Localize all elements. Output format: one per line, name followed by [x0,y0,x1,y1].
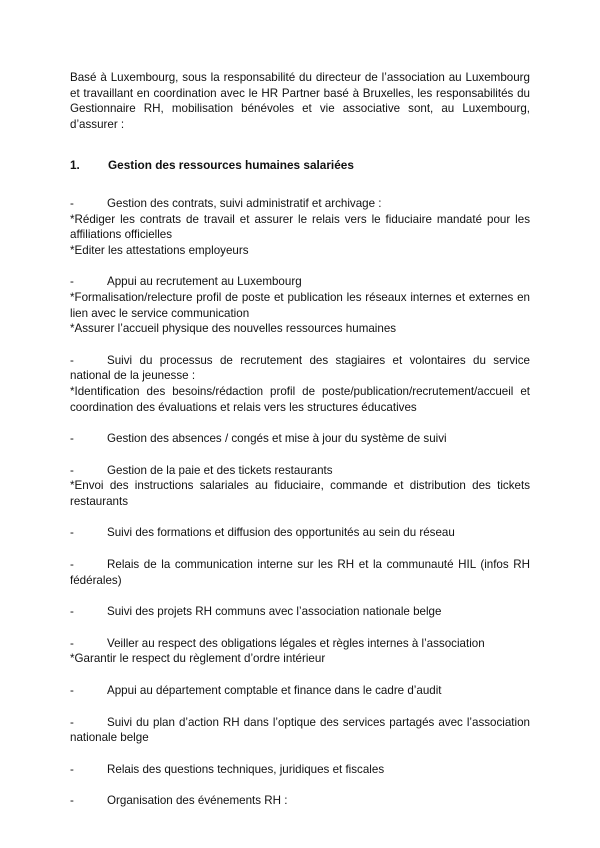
list-dash: - [70,715,74,729]
document-body [70,70,530,825]
section-title: Gestion des ressources humaines salariées [108,158,354,173]
list-item-text: Suivi des formations et diffusion des opportunités au sein du réseau [107,526,455,540]
list-subitem: *Assurer l’accueil physique des nouvelles ressources humaines [70,322,397,336]
section-number: 1. [70,158,80,173]
list-dash: - [70,463,74,477]
list-item [70,762,530,778]
list-subitem: *Identification des besoins/rédaction profil de poste/publication/recrutement/accueil et coordination des évaluations et relais vers les structures éducatives [70,384,530,414]
list-subitem: *Rédiger les contrats de travail et assurer le relais vers le fiduciaire mandaté pour les affiliations officielles [70,212,530,242]
list-item [70,353,530,415]
list-dash: - [70,636,74,650]
list-item-text: Appui au recrutement au Luxembourg [107,275,302,289]
list-item [70,525,530,541]
list-dash: - [70,762,74,776]
list-item [70,196,530,258]
list-item [70,715,530,746]
list-dash: - [70,684,74,698]
list-item-text: Suivi du processus de recrutement des stagiaires et volontaires du service national de la jeunesse : [70,353,530,383]
list-item-text: Gestion des contrats, suivi administratif et archivage : [107,196,382,210]
list-item-text: Appui au département comptable et finance dans le cadre d’audit [107,684,442,698]
section-heading [70,158,530,174]
list-item [70,636,530,667]
list-dash: - [70,353,74,367]
list-item [70,463,530,510]
list-item-text: Suivi des projets RH communs avec l’association nationale belge [107,605,442,619]
list-item-text: Relais des questions techniques, juridiques et fiscales [107,762,385,776]
list-subitem: *Garantir le respect du règlement d’ordre intérieur [70,652,326,666]
list-item [70,604,530,620]
list-item-text: Suivi du plan d’action RH dans l’optique des services partagés avec l’association nationale belge [70,715,530,745]
list-item-text: Veiller au respect des obligations légales et règles internes à l’association [107,636,485,650]
list-subitem: *Envoi des instructions salariales au fiduciaire, commande et distribution des tickets restaurants [70,479,530,508]
list-item-text: Gestion de la paie et des tickets restaurants [107,463,333,477]
list-item [70,274,530,336]
list-subitem: *Editer les attestations employeurs [70,243,249,257]
list-dash: - [70,526,74,540]
list-dash: - [70,794,74,808]
list-dash: - [70,605,74,619]
list-item [70,683,530,699]
list-item [70,557,530,588]
list-item [70,431,530,447]
list-subitem: *Formalisation/relecture profil de poste et publication les réseaux internes et externes en lien avec le service communication [70,290,530,320]
list-item [70,793,530,809]
list-dash: - [70,196,74,210]
list-dash: - [70,275,74,289]
list-item-text: Gestion des absences / congés et mise à jour du système de suivi [107,432,447,446]
list-dash: - [70,432,74,446]
list-item-text: Relais de la communication interne sur les RH et la communauté HIL (infos RH fédérales) [70,558,530,587]
intro-paragraph: Basé à Luxembourg, sous la responsabilité du directeur de l’association au Luxembourg et travaillant en coordination avec le HR Partner basé à Bruxelles, les responsabilités du Gestionnaire RH, mobilisation bénévoles et vie associative sont, au Luxembourg, d’assurer : [70,71,530,131]
list-dash: - [70,558,74,572]
list-item-text: Organisation des événements RH : [107,794,288,808]
